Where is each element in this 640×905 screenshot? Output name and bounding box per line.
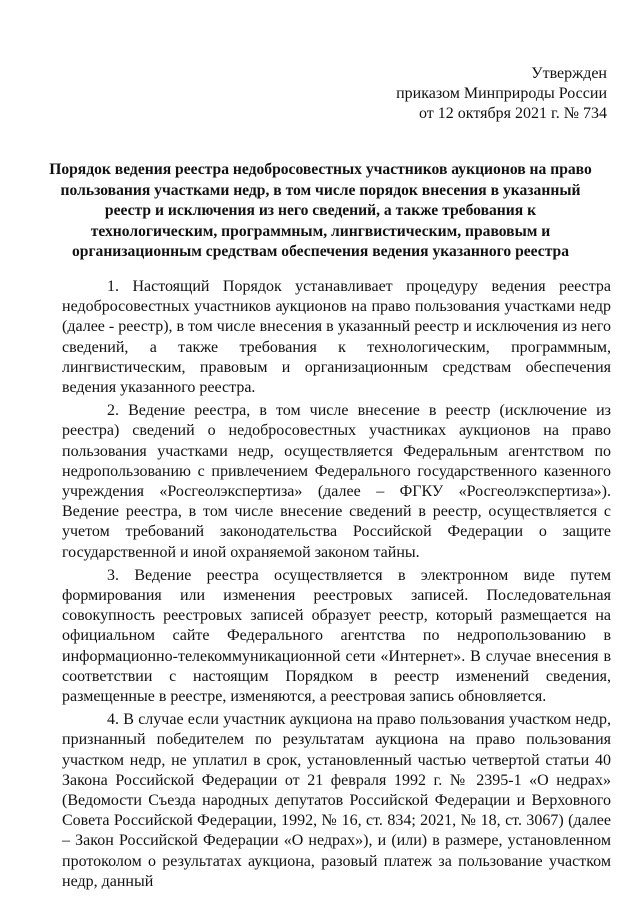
approval-line-3: от 12 октября 2021 г. № 734 [418,105,607,122]
paragraph-1: 1. Настоящий Порядок устанавливает процедуру ведения реестра недобросовестных участников аукционов на право пользования участками недр (далее - реестр), в том числе внесения в указанный реестр и исключения из него сведений, а также требования к технологическим, программным, лингвистическим, правовым и организационным средствам обеспечения ведения указанного реестра. [62,278,611,397]
approval-line-2: приказом Минприроды России [396,85,607,102]
paragraph-3: 3. Ведение реестра осуществляется в электронном виде путем формирования или изменения реестровых записей. Последовательная совокупность реестровых записей образует реестр, который размещается на официальном сайте Федерального агентства по недропользованию в информационно-телекоммуникационной сети «Интернет». В случае внесения в соответствии с настоящим Порядком в реестр изменений сведения, размещенные в реестре, изменяются, а реестровая запись обновляется. [62,566,611,706]
document-body [62,277,611,895]
paragraph-2: 2. Ведение реестра, в том числе внесение в реестр (исключение из реестра) сведений о недобросовестных участниках аукционов на право пользования участками недр, осуществляется Федеральным агентством по недропользованию с привлечением Федерального государственного казенного учреждения «Росгеолэкспертиза» (далее – ФГКУ «Росгеолэкспертиза»). Ведение реестра, в том числе внесение сведений в реестр, осуществляется с учетом требований законодательства Российской Федерации о защите государственной и иной охраняемой законом тайны. [62,402,611,561]
approval-line-1: Утвержден [531,65,607,82]
approval-stamp [396,64,607,124]
paragraph-4: 4. В случае если участник аукциона на право пользования участком недр, признанный победителем по результатам аукциона на право пользования участком недр, не уплатил в срок, установленный частью четвертой статьи 40 Закона Российской Федерации от 21 февраля 1992 г. № 2395-1 «О недрах» (Ведомости Съезда народных депутатов Российской Федерации и Верховного Совета Российской Федерации, 1992, № 16, ст. 834; 2021, № 18, ст. 3067) (далее – Закон Российской Федерации «О недрах»), и (или) в размере, установленном протоколом о результатах аукциона, разовый платеж за пользование участком недр, данный [62,711,611,890]
document-title: Порядок ведения реестра недобросовестных участников аукционов на право пользования участками недр, в том числе порядок внесения в указанный реестр и исключения из него сведений, а также требования к технологическим, программным, лингвистическим, правовым и организационным средствам обеспечения ведения указанного реестра [49,161,592,260]
